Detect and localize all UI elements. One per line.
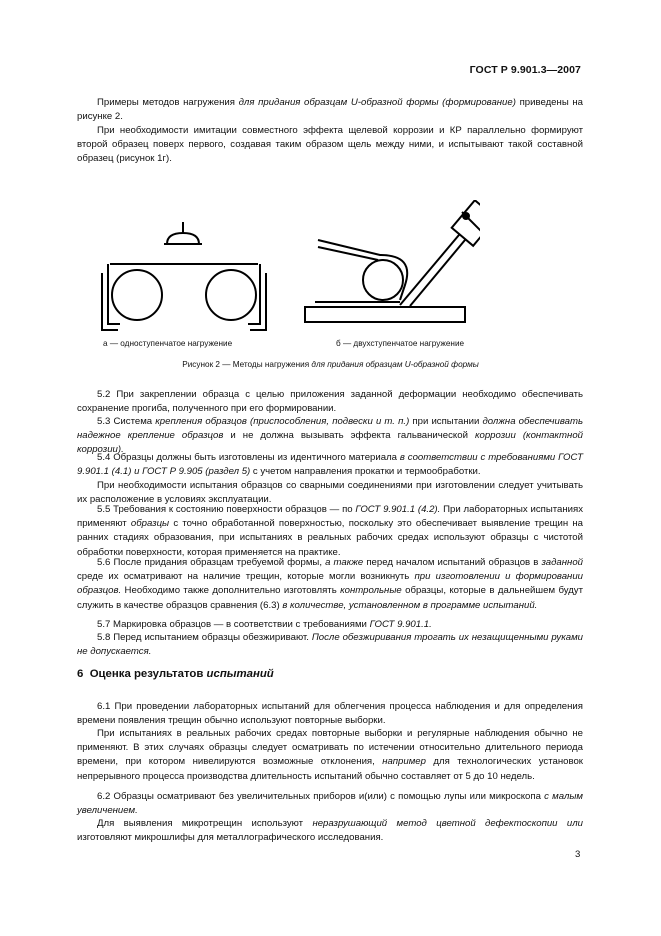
text-run: После обезжиривания трогать их незащищенными руками не допускается. bbox=[77, 632, 583, 658]
clause-5-4 bbox=[77, 451, 583, 479]
right-roller bbox=[206, 270, 256, 320]
text-run: Необходимо также дополнительно изготовлять bbox=[121, 585, 341, 597]
clause-6-1-field bbox=[77, 727, 583, 784]
caption-a: а — одноступенчатое нагружение bbox=[103, 339, 233, 348]
text-run: с точно обработанной поверхностью, поскольку это обеспечивает выявление трещин на ранних стадиях образования, при испытаниях в реальных рабочих средах используют образцы с чистотой обработки поверхности, которая применяется на практике. bbox=[77, 518, 583, 558]
text-run: среде их осматривают на наличие трещин, которые могли возникнуть bbox=[77, 571, 415, 583]
text-run: Рисунок 2 — Методы нагружения bbox=[182, 360, 312, 369]
load-cap bbox=[167, 233, 199, 244]
text-run: 5.3 Система bbox=[97, 416, 156, 427]
text-run: в количестве, установленном в программе испытаний. bbox=[282, 599, 538, 611]
bent-specimen-inner bbox=[318, 247, 378, 260]
clause-5-8 bbox=[77, 631, 583, 659]
text-run: заданной bbox=[541, 557, 583, 568]
clause-5-2 bbox=[77, 388, 583, 416]
clause-6-2-microcracks bbox=[77, 817, 583, 845]
text-run: с малым увеличением. bbox=[77, 791, 583, 817]
text-run: а также bbox=[325, 557, 364, 568]
text-run: коррозии (контактной коррозии). bbox=[77, 430, 584, 456]
text-run: Для выявления микротрещин используют bbox=[97, 818, 313, 829]
text-run: например bbox=[382, 756, 426, 768]
section-number: 6 bbox=[77, 668, 84, 680]
text-run: перед началом испытаний образцов в bbox=[363, 557, 542, 568]
caption-b: б — двухступенчатое нагружение bbox=[336, 339, 465, 348]
section-title-plain: Оценка результатов bbox=[89, 668, 207, 680]
text-run: приведены на рисунке 2. bbox=[77, 97, 583, 123]
base-plate bbox=[305, 307, 465, 322]
text-run: для придания образцам U-образной формы (формирование) bbox=[238, 97, 516, 108]
text-run: 5.4 Образцы должны быть изготовлены из идентичного материала bbox=[97, 452, 400, 463]
figure-loading-methods bbox=[100, 200, 480, 335]
clause-5-5 bbox=[77, 503, 583, 560]
document-header: ГОСТ Р 9.901.3—2007 bbox=[469, 64, 581, 76]
text-run: 5.7 Маркировка образцов — в соответствии с требованиями bbox=[97, 619, 370, 630]
text-run: ГОСТ 9.901.1 (4.2). bbox=[355, 504, 441, 515]
text-run: изготовляют микрошлифы для металлографического исследования. bbox=[77, 832, 384, 844]
text-run: Примеры методов нагружения bbox=[97, 97, 239, 108]
paragraph-crevice-corrosion bbox=[77, 124, 583, 167]
diagram-two-stage-loading bbox=[305, 200, 480, 322]
text-run: 5.6 После придания образцам требуемой формы, bbox=[97, 557, 326, 568]
text-run: контрольные bbox=[340, 585, 402, 597]
text-run: при испытании bbox=[409, 416, 483, 427]
text-run: При лабораторных испытаниях применяют bbox=[77, 504, 583, 530]
paragraph-figure-intro bbox=[77, 96, 583, 124]
page-number: 3 bbox=[575, 849, 581, 860]
text-run: 6.1 При проведении лабораторных испытаний для облегчения процесса наблюдения и для определения времени появления трещин обычно используют повторные выборки. bbox=[77, 701, 583, 727]
text-run: При испытаниях в реальных рабочих средах повторные выборки и регулярные наблюдения обычно не применяют. В этих случаях образцы следует осматривать по истечении относительно длительного периода времени, при котором нивелируются возможные отклонения, bbox=[77, 728, 583, 768]
text-run: образцы bbox=[130, 518, 170, 530]
left-roller bbox=[112, 270, 162, 320]
text-run: 5.5 Требования к состоянию поверхности образцов — по bbox=[97, 504, 356, 515]
text-run: для технологических установок непрерывного процесса производства длительность испытаний обычно составляет от 5 до 10 недель. bbox=[77, 756, 583, 782]
text-run: При необходимости имитации совместного эффекта щелевой коррозии и КР параллельно формируют второй образец поверх первого, создавая таким образом щель между ними, и испытывают такой составной образец (рисунок 1г). bbox=[77, 125, 583, 165]
text-run: и не должна вызывать эффекта гальванической bbox=[223, 430, 475, 442]
section-6-heading bbox=[77, 668, 274, 680]
text-run: При необходимости испытания образцов со сварными соединениями при изготовлении следует учитывать их расположение в условиях эксплуатации. bbox=[77, 480, 583, 506]
text-run: неразрушающий метод цветной дефектоскопии или bbox=[312, 818, 583, 829]
section-title-italic: испытаний bbox=[206, 668, 274, 680]
text-run: в соответствии с требованиями ГОСТ 9.901.1 (4.1) и ГОСТ Р 9.905 (раздел 5) bbox=[77, 452, 583, 478]
text-run: крепления образцов (приспособления, подвески и т. п.) bbox=[155, 416, 410, 427]
text-run: 5.8 Перед испытанием образцы обезжиривают. bbox=[97, 632, 312, 643]
clamp-nut-top bbox=[463, 213, 469, 219]
text-run: 5.2 При закреплении образца с целью приложения заданной деформации необходимо обеспечивать сохранение прогиба, полученного при его формировании. bbox=[77, 389, 583, 415]
figure-title bbox=[0, 360, 661, 369]
clause-5-6 bbox=[77, 556, 583, 613]
text-run: 6.2 Образцы осматривают без увеличительных приборов и(или) с помощью лупы или микроскопа bbox=[97, 791, 545, 802]
text-run: образцы, которые в дальнейшем будут служить в качестве образцов сравнения (6.3) bbox=[77, 585, 583, 611]
text-run: должна обеспечивать надежное крепление образцов bbox=[77, 416, 583, 442]
clause-6-1 bbox=[77, 700, 583, 728]
text-run: с учетом направления прокатки и термообработки. bbox=[250, 466, 481, 478]
two-stage-roller bbox=[363, 260, 403, 300]
text-run: при изготовлении и формировании образцов. bbox=[77, 571, 583, 597]
text-run: ГОСТ 9.901.1. bbox=[369, 619, 432, 630]
diagram-single-stage-loading bbox=[102, 222, 266, 330]
text-run: для придания образцам U-образной формы bbox=[311, 360, 479, 369]
clause-6-2 bbox=[77, 790, 583, 818]
